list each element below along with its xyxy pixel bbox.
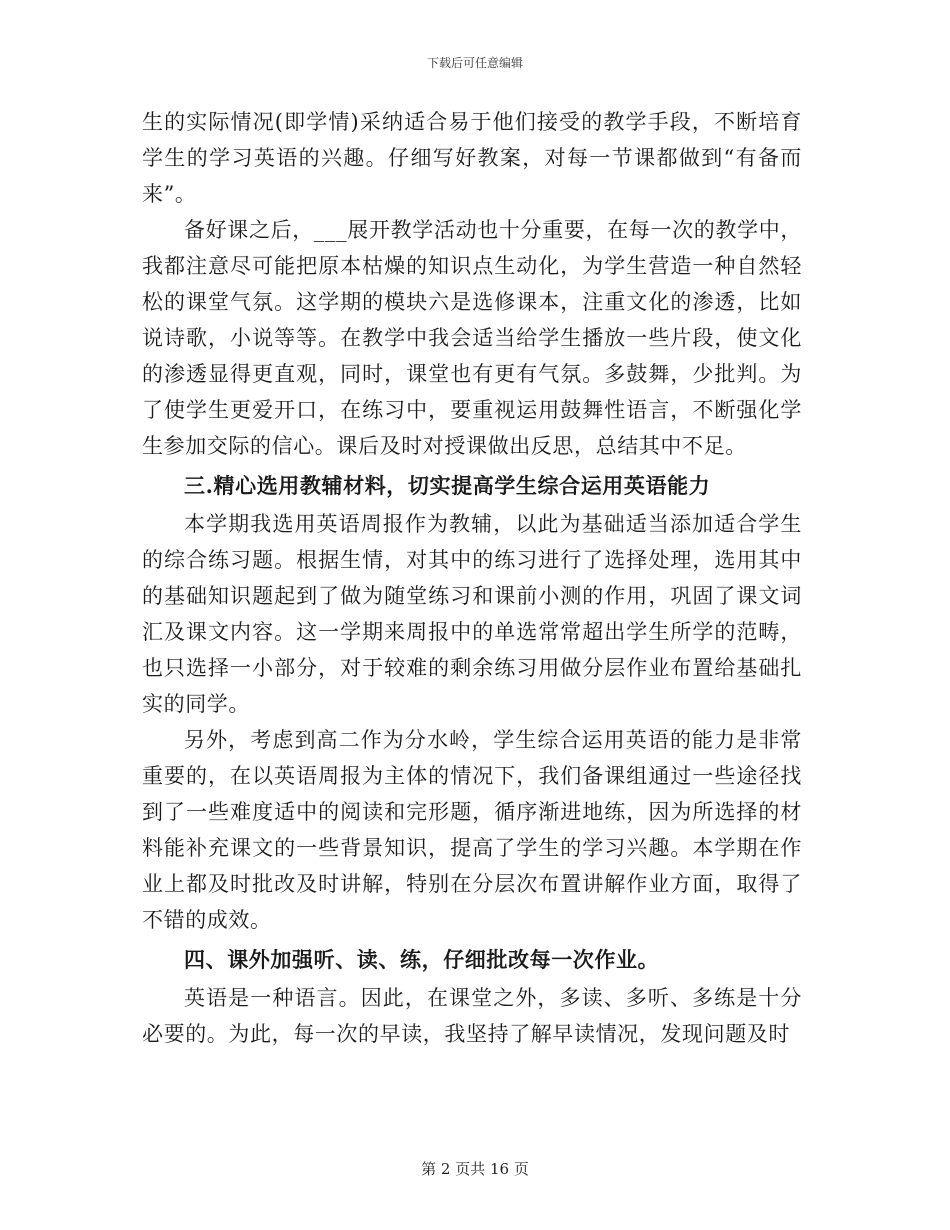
section-heading-3: 三.精心选用教辅材料，切实提高学生综合运用英语能力 bbox=[184, 473, 711, 498]
page-number: 第 2 页共 16 页 bbox=[421, 1160, 529, 1178]
document-body bbox=[142, 104, 802, 1052]
paragraph-5: 英语是一种语言。因此，在课堂之外，多读、多听、多练是十分必要的。为此，每一次的早读，我坚持了解早读情况，发现问题及时 bbox=[142, 986, 802, 1046]
section-heading-4: 四、课外加强听、读、练，仔细批改每一次作业。 bbox=[184, 947, 660, 972]
page-header: 下载后可任意编辑 bbox=[426, 56, 523, 70]
paragraph-1: 生的实际情况(即学情)采纳适合易于他们接受的教学手段，不断培育学生的学习英语的兴趣。仔细写好教案，对每一节课都做到“有备而来”。 bbox=[142, 110, 802, 206]
paragraph-3: 本学期我选用英语周报作为教辅，以此为基础适当添加适合学生的综合练习题。根据生情，对其中的练习进行了选择处理，选用其中的基础知识题起到了做为随堂练习和课前小测的作用，巩固了课文词汇及课文内容。这一学期来周报中的单选常常超出学生所学的范畴，也只选择一小部分，对于较难的剩余练习用做分层作业布置给基础扎实的同学。 bbox=[142, 512, 802, 716]
paragraph-2: 备好课之后，___展开教学活动也十分重要，在每一次的教学中，我都注意尽可能把原本枯燥的知识点生动化，为学生营造一种自然轻松的课堂气氛。这学期的模块六是选修课本，注重文化的渗透，比如说诗歌，小说等等。在教学中我会适当给学生播放一些片段，使文化的渗透显得更直观，同时，课堂也有更有气氛。多鼓舞，少批判。为了使学生更爱开口，在练习中，要重视运用鼓舞性语言，不断强化学生参加交际的信心。课后及时对授课做出反思，总结其中不足。 bbox=[142, 218, 802, 458]
paragraph-4: 另外，考虑到高二作为分水岭，学生综合运用英语的能力是非常重要的，在以英语周报为主体的情况下，我们备课组通过一些途径找到了一些难度适中的阅读和完形题，循序渐进地练，因为所选择的材料能补充课文的一些背景知识，提高了学生的学习兴趣。本学期在作业上都及时批改及时讲解，特别在分层次布置讲解作业方面，取得了不错的成效。 bbox=[142, 728, 802, 932]
